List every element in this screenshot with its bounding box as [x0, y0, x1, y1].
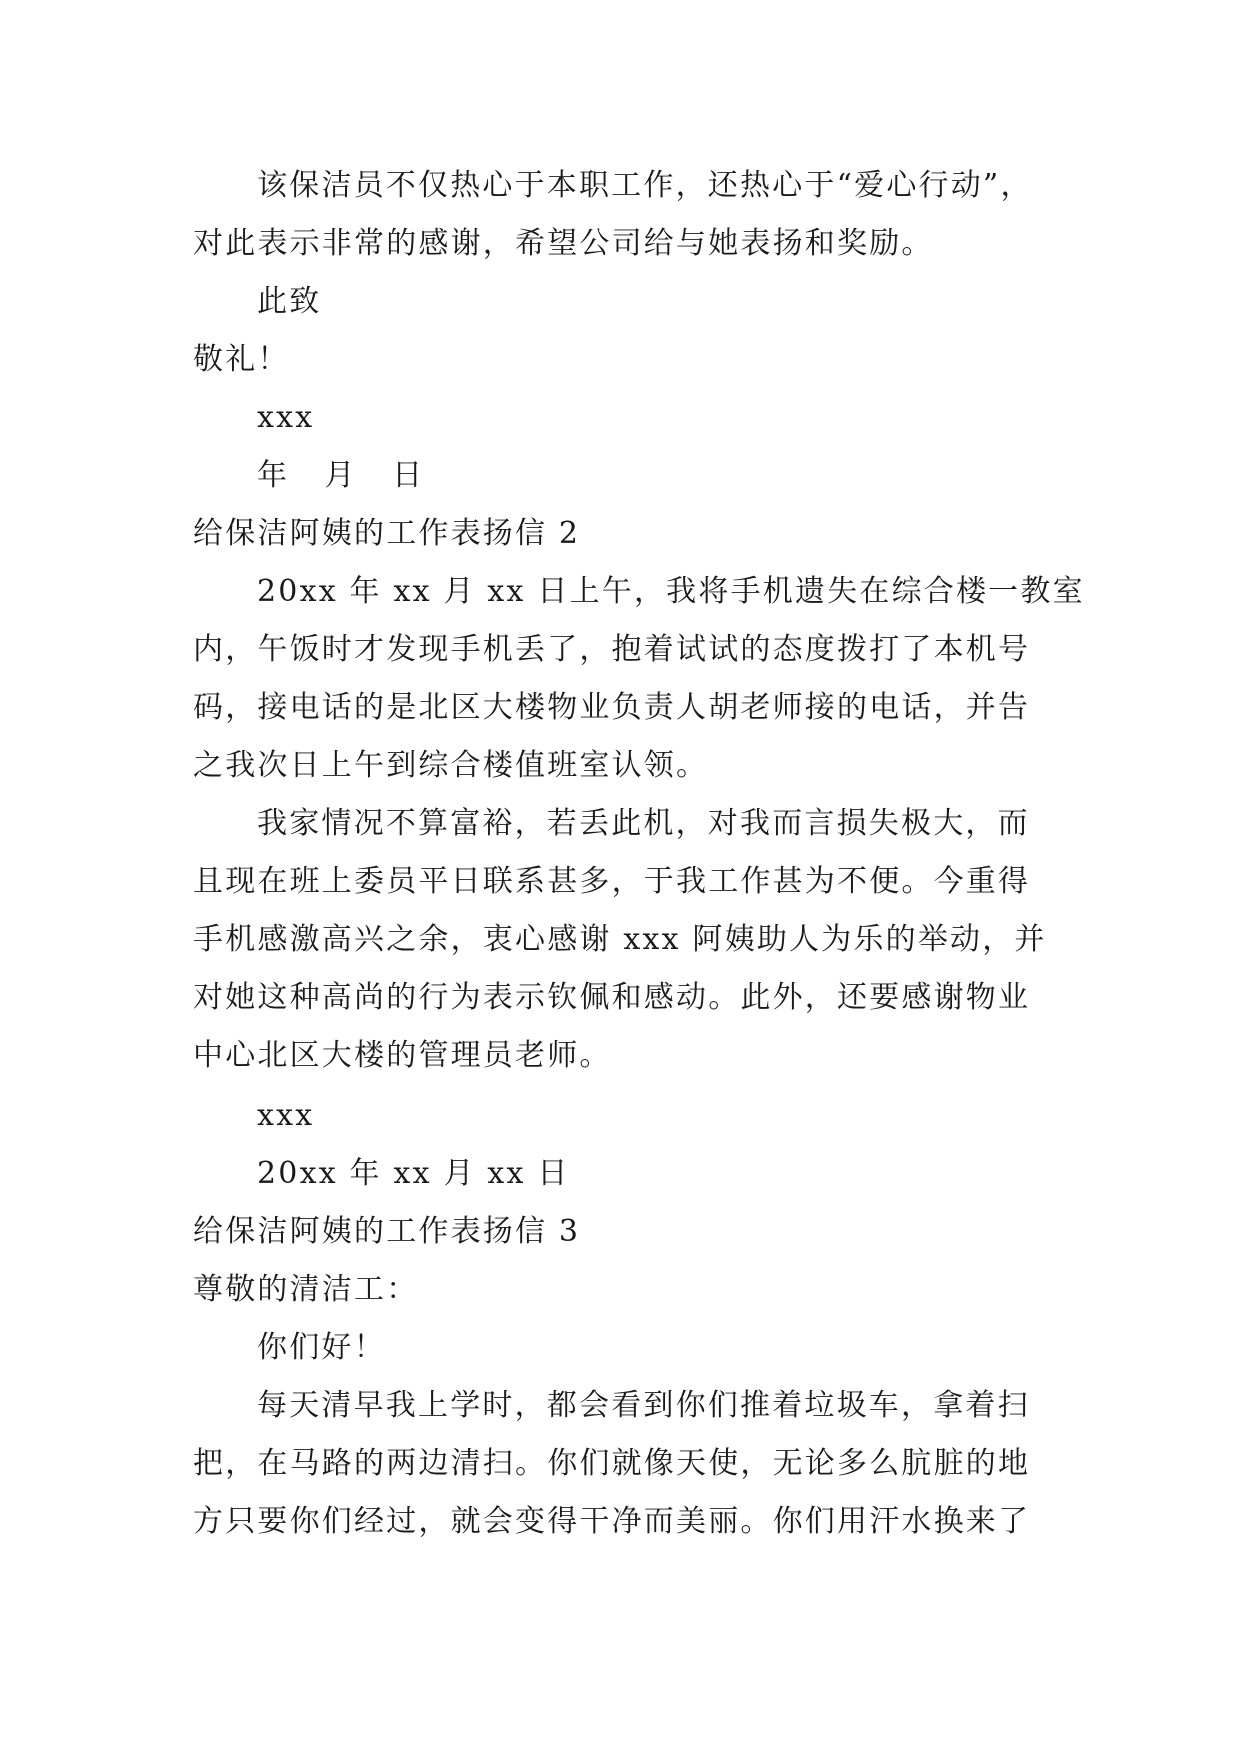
section-heading: 给保洁阿姨的工作表扬信 2: [193, 516, 581, 551]
closing-salutation: 此致: [257, 284, 322, 319]
date-line: 年 月 日: [257, 458, 437, 493]
signature: xxx: [257, 400, 315, 435]
paragraph-line: 把，在马路的两边清扫。你们就像天使，无论多么肮脏的地: [193, 1446, 1031, 1481]
signature: xxx: [257, 1098, 315, 1133]
paragraph-line: 对此表示非常的感谢，希望公司给与她表扬和奖励。: [193, 226, 934, 261]
paragraph-line: 方只要你们经过，就会变得干净而美丽。你们用汗水换来了: [193, 1504, 1031, 1539]
paragraph-line: 且现在班上委员平日联系甚多，于我工作甚为不便。今重得: [193, 864, 1031, 899]
paragraph-line: 码，接电话的是北区大楼物业负责人胡老师接的电话，并告: [193, 690, 1031, 725]
paragraph-line: 该保洁员不仅热心于本职工作，还热心于“爱心行动”，: [257, 168, 1033, 203]
salutation: 尊敬的清洁工：: [193, 1272, 419, 1307]
greeting: 你们好！: [257, 1330, 386, 1365]
paragraph-line: 每天清早我上学时，都会看到你们推着垃圾车，拿着扫: [257, 1388, 1030, 1423]
section-heading: 给保洁阿姨的工作表扬信 3: [193, 1214, 581, 1249]
date-line: 20xx 年 xx 月 xx 日: [257, 1156, 570, 1191]
paragraph-line: 对她这种高尚的行为表示钦佩和感动。此外，还要感谢物业: [193, 980, 1031, 1015]
paragraph-line: 中心北区大楼的管理员老师。: [193, 1038, 612, 1073]
paragraph-line: 内，午饭时才发现手机丢了，抱着试试的态度拨打了本机号: [193, 632, 1031, 667]
paragraph-line: 20xx 年 xx 月 xx 日上午，我将手机遗失在综合楼一教室: [257, 574, 1085, 609]
paragraph-line: 之我次日上午到综合楼值班室认领。: [193, 748, 709, 783]
paragraph-line: 我家情况不算富裕，若丢此机，对我而言损失极大，而: [257, 806, 1030, 841]
paragraph-line: 手机感激高兴之余，衷心感谢 xxx 阿姨助人为乐的举动，并: [193, 922, 1047, 957]
closing-regards: 敬礼！: [193, 342, 290, 377]
